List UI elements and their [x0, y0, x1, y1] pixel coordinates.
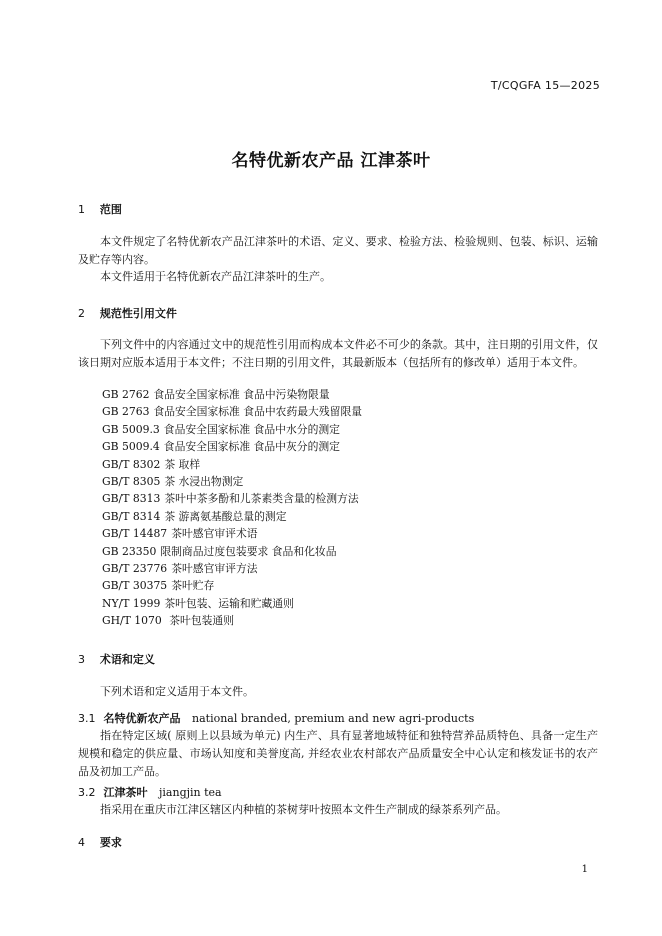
reference-item	[102, 386, 362, 403]
reference-code: GB/T 14487	[102, 527, 168, 541]
document-title: 名特优新农产品 江津茶叶	[231, 151, 431, 171]
reference-code: GB 2762	[102, 388, 150, 401]
term-name-zh: 江津茶叶	[103, 786, 148, 799]
reference-item	[102, 473, 362, 490]
reference-item	[102, 456, 362, 473]
reference-item	[102, 577, 362, 594]
reference-name: 食品安全国家标准 食品中灰分的测定	[163, 440, 340, 454]
section-heading-terms	[78, 651, 155, 667]
reference-code: GH/T 1070	[102, 614, 162, 628]
term-definition-3-2: 指采用在重庆市江津区辖区内种植的茶树芽叶按照本文件生产制成的绿茶系列产品。	[100, 803, 507, 816]
reference-code: NY/T 1999	[102, 596, 161, 610]
reference-name: 茶叶包装、运输和贮藏通则	[164, 596, 294, 610]
reference-code: GB/T 23776	[102, 561, 168, 575]
scope-paragraph-1: 本文件规定了名特优新农产品江津茶叶的术语、定义、要求、检验方法、检验规则、包装、标识、运输及贮存等内容。	[78, 235, 598, 266]
standard-code: T/CQGFA 15—2025	[490, 79, 600, 92]
reference-code: GB 2763	[102, 405, 150, 419]
reference-code: GB/T 8305	[102, 474, 161, 488]
term-name-en: jiangjin tea	[159, 786, 222, 799]
reference-name: 茶 取样	[164, 457, 201, 471]
reference-name: 茶 游离氨基酸总量的测定	[164, 509, 287, 523]
term-name-en: national branded, premium and new agri-products	[192, 712, 475, 725]
reference-name: 限制商品过度包装要求 食品和化妆品	[160, 544, 337, 558]
normative-intro: 下列文件中的内容通过文中的规范性引用而构成本文件必不可少的条款。其中，注日期的引用文件，仅该日期对应版本适用于本文件；不注日期的引用文件，其最新版本（包括所有的修改单）适用于本文件。	[78, 338, 598, 369]
reference-name: 茶叶贮存	[171, 579, 215, 593]
reference-item	[102, 403, 362, 420]
section-number: 4	[78, 836, 85, 849]
reference-code: GB/T 8314	[102, 509, 161, 523]
reference-code: GB 5009.4	[102, 440, 160, 454]
reference-name: 食品安全国家标准 食品中污染物限量	[153, 388, 330, 401]
term-number: 3.2	[78, 786, 96, 799]
term-number: 3.1	[78, 712, 96, 725]
term-heading-3-1	[78, 710, 474, 728]
terms-intro: 下列术语和定义适用于本文件。	[100, 685, 254, 698]
reference-item	[102, 525, 362, 542]
reference-item	[102, 560, 362, 577]
section-title: 术语和定义	[99, 653, 155, 666]
section-heading-requirements	[78, 834, 122, 850]
reference-name: 食品安全国家标准 食品中农药最大残留限量	[153, 405, 363, 419]
term-name-zh: 名特优新农产品	[103, 712, 181, 725]
reference-code: GB/T 30375	[102, 579, 168, 593]
reference-item	[102, 508, 362, 525]
reference-name: 茶叶感官审评方法	[171, 561, 258, 575]
term-heading-3-2	[78, 784, 222, 802]
reference-item	[102, 543, 362, 560]
reference-name: 茶叶感官审评术语	[171, 527, 258, 541]
section-number: 2	[78, 307, 85, 320]
reference-code: GB/T 8302	[102, 457, 161, 471]
section-heading-scope	[78, 201, 122, 217]
section-title: 要求	[99, 836, 122, 849]
term-definition-3-1: 指在特定区域( 原则上以县域为单元) 内生产、具有显著地域特征和独特营养品质特色、具备一定生产规模和稳定的供应量、市场认知度和美誉度高, 并经农业农村部农产品质量安全中心认定和核发证书的农产品及初加工产品。	[78, 729, 598, 778]
section-number: 1	[78, 203, 85, 216]
reference-code: GB/T 8313	[102, 492, 161, 506]
section-title: 范围	[99, 203, 122, 216]
page-number: 1	[581, 864, 588, 875]
reference-name: 茶 水浸出物测定	[164, 474, 244, 488]
reference-item	[102, 438, 362, 455]
reference-name: 茶叶中茶多酚和儿茶素类含量的检测方法	[164, 492, 359, 506]
reference-item	[102, 421, 362, 438]
reference-name: 食品安全国家标准 食品中水分的测定	[163, 422, 340, 436]
scope-paragraph-2: 本文件适用于名特优新农产品江津茶叶的生产。	[100, 270, 331, 283]
reference-item	[102, 490, 362, 507]
reference-code: GB 5009.3	[102, 422, 160, 436]
section-heading-normative	[78, 305, 177, 321]
reference-item	[102, 595, 362, 612]
reference-list	[102, 386, 362, 629]
reference-name: 茶叶包装通则	[165, 614, 235, 628]
section-title: 规范性引用文件	[99, 307, 177, 320]
reference-code: GB 23350	[102, 544, 157, 558]
reference-item	[102, 612, 362, 629]
section-number: 3	[78, 653, 85, 666]
